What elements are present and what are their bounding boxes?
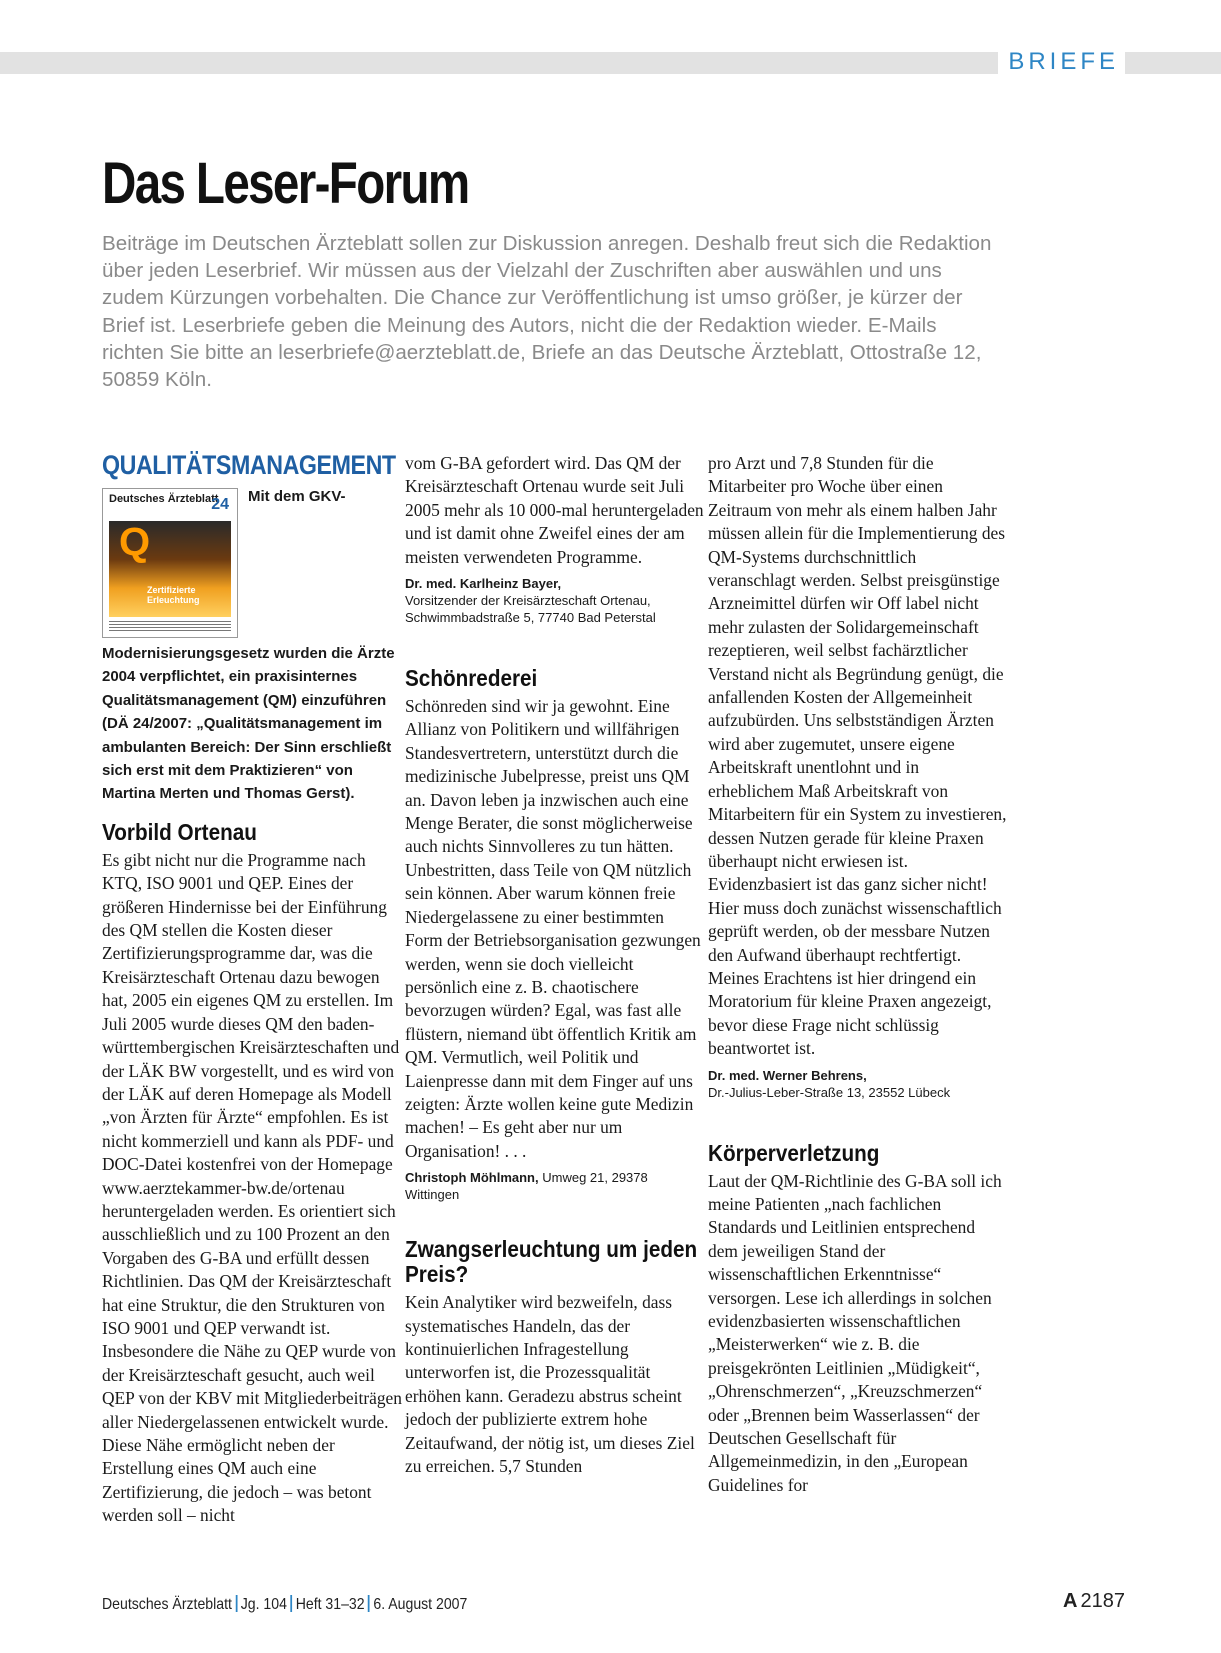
letter-signature	[405, 575, 705, 626]
letter-body-continued: vom G-BA gefordert wird. Das QM der Kreisärzteschaft Ortenau wurde seit Juli 2005 mehr als 10 000-mal heruntergeladen und ist damit ohne Zweifel eines der am meisten verwendeten Programme.	[405, 453, 704, 567]
thumbnail-text-lines	[109, 621, 231, 633]
author-address: Umweg 21, 29378 Wittingen	[405, 1170, 648, 1203]
column-3	[708, 452, 1008, 1497]
lead-text: Mit dem GKV-Modernisierungsgesetz wurden die Ärzte 2004 verpflichtet, ein praxisinternes Qualitätsmanagement (QM) einzuführen (DÄ 24/2007: „Qualitätsmanagement im ambulanten Bereich: Der Sinn erschließt sich erst mit dem Praktizieren“ von Martina Merten und Thomas Gerst).	[102, 488, 395, 803]
section-label: BRIEFE	[998, 46, 1125, 78]
letter-heading: Zwangserleuchtung um jeden Preis?	[405, 1236, 698, 1288]
author-address: Schwimmbadstraße 5, 77740 Bad Peterstal	[405, 610, 656, 626]
intro-text: Beiträge im Deutschen Ärzteblatt sollen zur Diskussion anregen. Deshalb freut sich die Redaktion über jeden Leserbrief. Wir müssen aus der Vielzahl der Zuschriften aber auswählen und uns zudem Kürzungen vorbehalten. Die Chance zur Veröffentlichung ist umso größer, je kürzer der Brief ist. Leserbriefe geben die Meinung des Autors, nicht die der Redaktion wieder. E-Mails richten Sie bitte an leserbriefe@aerzteblatt.de, Briefe an das Deutsche Ärzteblatt, Ottostraße 12, 50859 Köln.	[102, 232, 992, 392]
rubric-heading: QUALITÄTSMANAGEMENT	[102, 450, 396, 480]
page-number	[1063, 1590, 1125, 1613]
article-thumbnail	[102, 488, 238, 638]
author-name: Dr. med. Karlheinz Bayer,	[405, 576, 562, 592]
letter-heading: Schönrederei	[405, 665, 538, 692]
page-title: Das Leser-Forum	[102, 151, 469, 216]
column-1	[102, 452, 402, 1528]
page-number-value: 2187	[1080, 1590, 1125, 1612]
letter-body: Schönreden sind wir ja gewohnt. Eine Allianz von Politikern und willfährigen Standesvertretern, unterstützt durch die medizinische Jubelpresse, preist uns QM an. Davon leben ja inzwischen auch eine Menge Berater, die sonst möglicherweise auch nichts Sinnvolleres zu tun hätten. Unbestritten, dass Teile von QM nützlich sein können. Aber warum können freie Niedergelassene zu einer bestimmten Form der Betriebsorganisation gezwungen werden, wenn sie doch vielleicht persönlich eine z. B. chaotischere bevorzugen würden? Egal, was fast alle flüstern, niemand übt öffentlich Kritik am QM. Vermutlich, weil Politik und Laienpresse dann mit dem Finger auf uns zeigten: Ärzte wollen keine gute Medizin machen! – Es geht aber nur um Organisation! . . .	[405, 696, 701, 1161]
footer-journal: Deutsches Ärzteblatt	[102, 1596, 232, 1613]
footer-citation	[102, 1595, 467, 1614]
letter-body: Laut der QM-Richtlinie des G-BA soll ich meine Patienten „nach fachlichen Standards und Leitlinien entsprechend dem jeweiligen Stand der wissenschaftlichen Erkenntnisse“ versorgen. Lese ich allerdings in solchen evidenzbasierten wissenschaftlichen „Meisterwerken“ wie z. B. die preisgekrönten Leitlinien „Müdigkeit“, „Ohrenschmerzen“, „Kreuzschmerzen“ oder „Brennen beim Wasserlassen“ der Deutschen Gesellschaft für Allgemeinmedizin, in den „European Guidelines for	[708, 1170, 1002, 1495]
letter-signature	[405, 1169, 705, 1203]
letter-heading: Körperverletzung	[708, 1139, 880, 1166]
thumbnail-issue: 24	[211, 496, 229, 513]
letter-body-continued: pro Arzt und 7,8 Stunden für die Mitarbeiter pro Woche über einen Zeitraum von mehr als einem halben Jahr müssen allein für die Implementierung des QM-Systems durchschnittlich veranschlagt werden. Selbst preisgünstige Arzneimittel dürfen wir Off label nicht mehr zulasten der Solidargemeinschaft rezeptieren, weil selbst fachärztlicher Verstand nicht als Begründung genügt, die anfallenden Kosten der Allgemeinheit aufzubürden. Uns selbstständigen Ärzten wird aber zugemutet, unsere eigene Arbeitskraft unentlohnt und in erheblichem Maß Arbeitskraft von Mitarbeitern für ein System zu investieren, dessen Nutzen gerade für kleine Praxen überhaupt nicht erwiesen ist. Evidenzbasiert ist das ganz sicher nicht! Hier muss doch zunächst wissenschaftlich geprüft werden, ob der messbare Nutzen den Aufwand überhaupt rechtfertigt. Meines Erachtens ist hier dringend ein Moratorium für kleine Praxen angezeigt, bevor diese Frage nicht schlüssig beantwortet ist.	[708, 453, 1007, 1059]
letter-body: Kein Analytiker wird bezweifeln, dass systematisches Handeln, das der kontinuierlichen Infragestellung unterworfen ist, die Prozessqualität erhöhen kann. Geradezu abstrus scheint jedoch der publizierte extrem hohe Zeitaufwand, der nötig ist, um dieses Ziel zu erreichen. 5,7 Stunden	[405, 1292, 695, 1476]
author-name: Dr. med. Werner Behrens,	[708, 1067, 867, 1083]
author-name: Christoph Möhlmann,	[405, 1170, 539, 1186]
thumbnail-letter: Q	[119, 520, 151, 564]
author-address: Dr.-Julius-Leber-Straße 13, 23552 Lübeck	[708, 1084, 951, 1100]
footer-date: 6. August 2007	[373, 1596, 468, 1613]
author-address: Vorsitzender der Kreisärzteschaft Ortenau,	[405, 593, 651, 609]
footer-separator	[235, 1595, 237, 1612]
footer-issue: Heft 31–32	[295, 1596, 365, 1613]
thumbnail-masthead: Deutsches Ärzteblatt	[109, 493, 219, 505]
page-prefix: A	[1063, 1590, 1078, 1612]
letter-heading: Vorbild Ortenau	[102, 818, 257, 845]
letter-body: Es gibt nicht nur die Programme nach KTQ, ISO 9001 und QEP. Eines der größeren Hindernisse bei der Einführung des QM stellen die Kosten dieser Zertifizierungsprogramme dar, was die Kreisärzteschaft Ortenau dazu bewogen hat, 2005 ein eigenes QM zu erstellen. Im Juli 2005 wurde dieses QM den baden-württembergischen Kreisärzteschaften und der LÄK BW vorgestellt, und es wird von der LÄK auf deren Homepage als Modell „von Ärzten für Ärzte“ empfohlen. Es ist nicht kommerziell und kann als PDF- und DOC-Datei kostenfrei von der Homepage www.aerztekammer-bw.de/ortenau heruntergeladen werden. Es orientiert sich ausschließlich und zu 100 Prozent an den Vorgaben des G-BA und erfüllt dessen Richtlinien. Das QM der Kreisärzteschaft hat eine Struktur, die den Strukturen von ISO 9001 und QEP verwandt ist. Insbesondere die Nähe zu QEP wurde von der Kreisärzteschaft gesucht, auch weil QEP von der KBV mit Mitgliederbeiträgen aller Niedergelassenen entwickelt wurde. Diese Nähe ermöglicht neben der Erstellung eines QM auch eine Zertifizierung, die jedoch – was betont werden soll – nicht	[102, 849, 402, 1526]
footer-separator	[368, 1595, 370, 1612]
lead-block	[102, 485, 402, 806]
letter-signature	[708, 1067, 1008, 1101]
footer-volume: Jg. 104	[240, 1596, 287, 1613]
column-2	[405, 452, 705, 1478]
thumbnail-caption: Zertifizierte Erleuchtung	[147, 585, 200, 605]
footer-separator	[290, 1595, 292, 1612]
